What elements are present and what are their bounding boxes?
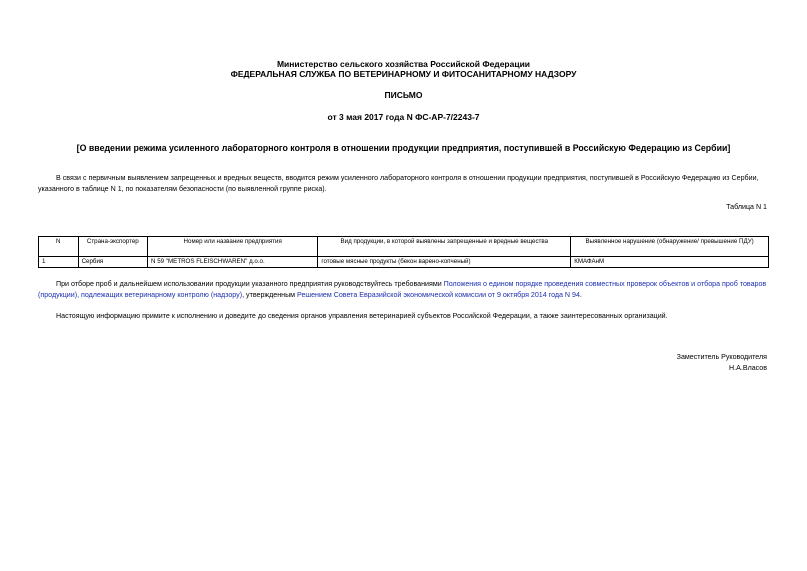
header-cell-violation: Выявленное нарушение (обнаружение/ превышение ПДУ) [571,237,769,257]
paragraph-intro: В связи с первичным выявлением запрещенных и вредных веществ, вводится режим усиленного лабораторного контроля в отношении продукции предприятия, поступившей в Российскую Федерацию из Сербии, указанного в таблице N 1, по показателям безопасности (по выявленной группе риска). [38,174,759,193]
signatory-name: Н.А.Власов [729,364,767,372]
paragraph-sampling [38,279,778,301]
service-name: ФЕДЕРАЛЬНАЯ СЛУЖБА ПО ВЕТЕРИНАРНОМУ И ФИТОСАНИТАРНОМУ НАДЗОРУ [230,69,577,79]
header-cell-product: Вид продукции, в которой выявлены запрещенные и вредные вещества [318,237,571,257]
paragraph-sampling-end: . [579,291,582,299]
table-header-row [39,237,769,257]
cell-country: Сербия [78,257,147,268]
regulation-link[interactable]: Положения о едином порядке проведения совместных проверок объектов и отбора проб товаров (продукции), подлежащих ветеринарному контролю (надзору) [38,280,767,299]
paragraph-instruction: Настоящую информацию примите к исполнению и доведите до сведения органов управления ветеринарией субъектов Российской Федерации, а также заинтересованных организаций. [56,312,668,320]
document-type: ПИСЬМО [384,90,423,100]
document-date-number: от 3 мая 2017 года N ФС-АР-7/2243-7 [327,112,480,122]
header-cell-country: Страна-экспортер [78,237,147,257]
header-cell-number: N [39,237,79,257]
paragraph-sampling-start: При отборе проб и дальнейшем использовании продукции указанного предприятия руководствуйтесь требованиями [56,280,444,288]
signatory-position: Заместитель Руководителя [676,353,767,361]
ministry-name: Министерство сельского хозяйства Российской Федерации [276,59,531,69]
cell-number: 1 [39,257,79,268]
cell-enterprise: N 59 "METROS FLEISCHWAREN" д.о.о. [148,257,318,268]
decision-link[interactable]: Решением Совета Евразийской экономической комиссии от 9 октября 2014 года N 94 [297,291,580,299]
header-cell-enterprise: Номер или название предприятия [148,237,318,257]
enterprise-table [38,236,769,268]
document-title: [О введении режима усиленного лабораторного контроля в отношении продукции предприятия, поступившей в Российскую Федерацию из Сербии] [76,143,731,153]
table-caption: Таблица N 1 [726,203,767,211]
table-row [39,257,769,268]
cell-violation: КМАФАнМ [571,257,769,268]
paragraph-sampling-mid: , утвержденным [242,291,298,299]
cell-product: готовые мясные продукты (бекон варено-копченый) [318,257,571,268]
